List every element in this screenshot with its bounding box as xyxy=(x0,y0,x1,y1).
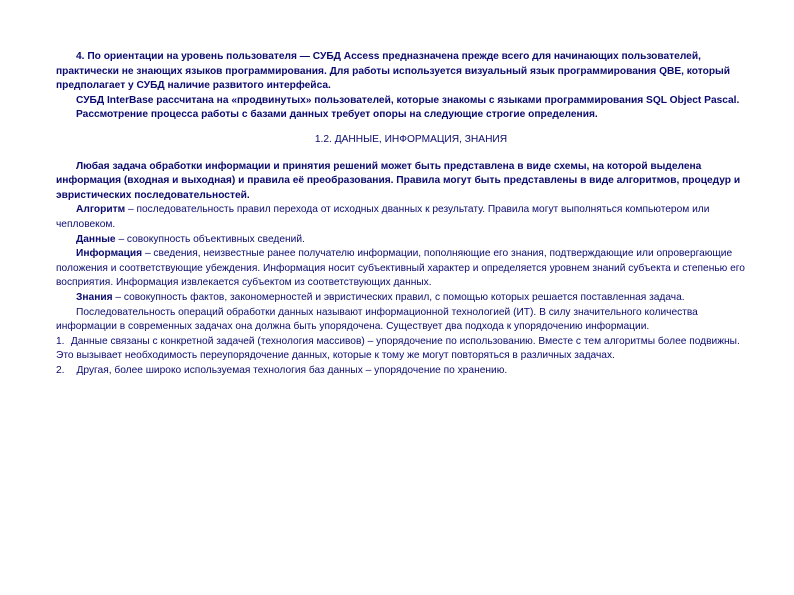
definition-information-text: – сведения, неизвестные ранее получателю информации, пополняющие его знания, подтверждающие или опровергающие положения и соответствующие убеждения. Информация носит субъективный характер и определяется уровнем знаний субъекта и степенью его восприятия. Информация извлекается субъектом из соответствующих данных. xyxy=(56,248,745,289)
list-item xyxy=(56,335,746,364)
definition-knowledge-text: – совокупность фактов, закономерностей и эвристических правил, с помощью которых решается поставленная задача. xyxy=(112,291,685,303)
paragraph-definitions-intro: Рассмотрение процесса работы с базами данных требует опоры на следующие строгие определения. xyxy=(76,109,598,121)
list-item-text: Другая, более широко используемая технология баз данных – упорядочение по хранению. xyxy=(76,364,508,376)
definition-algorithm xyxy=(56,203,746,232)
term-algorithm: Алгоритм xyxy=(76,204,126,216)
paragraph-information-technology: Последовательность операций обработки данных называют информационной технологией (ИТ). В силу значительного количества информации в современных задачах она должна быть упорядочена. Существует два подхода к упорядочению информации. xyxy=(56,306,698,333)
definition-information xyxy=(56,247,746,291)
term-knowledge: Знания xyxy=(76,291,113,303)
definition-data xyxy=(56,233,746,248)
list-item xyxy=(56,364,746,379)
list-item-number: 1. xyxy=(56,335,65,347)
list-item-number: 2. xyxy=(56,364,65,376)
paragraph-task-scheme: Любая задача обработки информации и принятия решений может быть представлена в виде схемы, на которой выделена информация (входная и выходная) и правила её преобразования. Правила могут быть представлены в виде алгоритмов, процедур и эвристических последовательностей. xyxy=(56,160,741,201)
term-data: Данные xyxy=(76,233,116,245)
definition-data-text: – совокупность объективных сведений. xyxy=(115,233,305,245)
section-heading: 1.2. ДАННЫЕ, ИНФОРМАЦИЯ, ЗНАНИЯ xyxy=(314,133,508,145)
definition-algorithm-text: – последовательность правил перехода от исходных дванных к результату. Правила могут выполняться компьютером или чепловеком. xyxy=(56,204,710,230)
paragraph-interbase: СУБД InterBase рассчитана на «продвинутых» пользователей, которые знакомы с языками программирования SQL Object Pascal. xyxy=(76,94,740,106)
paragraph-access: 4. По ориентации на уровень пользователя — СУБД Access предназначена прежде всего для начинающих пользователей, практически не знающих языков программирования. Для работы используется визуальный язык программирования QBE, который предполагает у СУБД наличие развитого интерфейса. xyxy=(56,51,731,92)
document-page xyxy=(56,50,746,378)
list-item-text: Данные связаны с конкретной задачей (технология массивов) – упорядочение по использованию. Вместе с тем алгоритмы более подвижны. Это вызывает необходимость переупорядочение данных, которые к тому же могут повторяться в различных задачах. xyxy=(56,335,740,362)
definition-knowledge xyxy=(56,291,746,306)
term-information: Информация xyxy=(76,248,143,260)
